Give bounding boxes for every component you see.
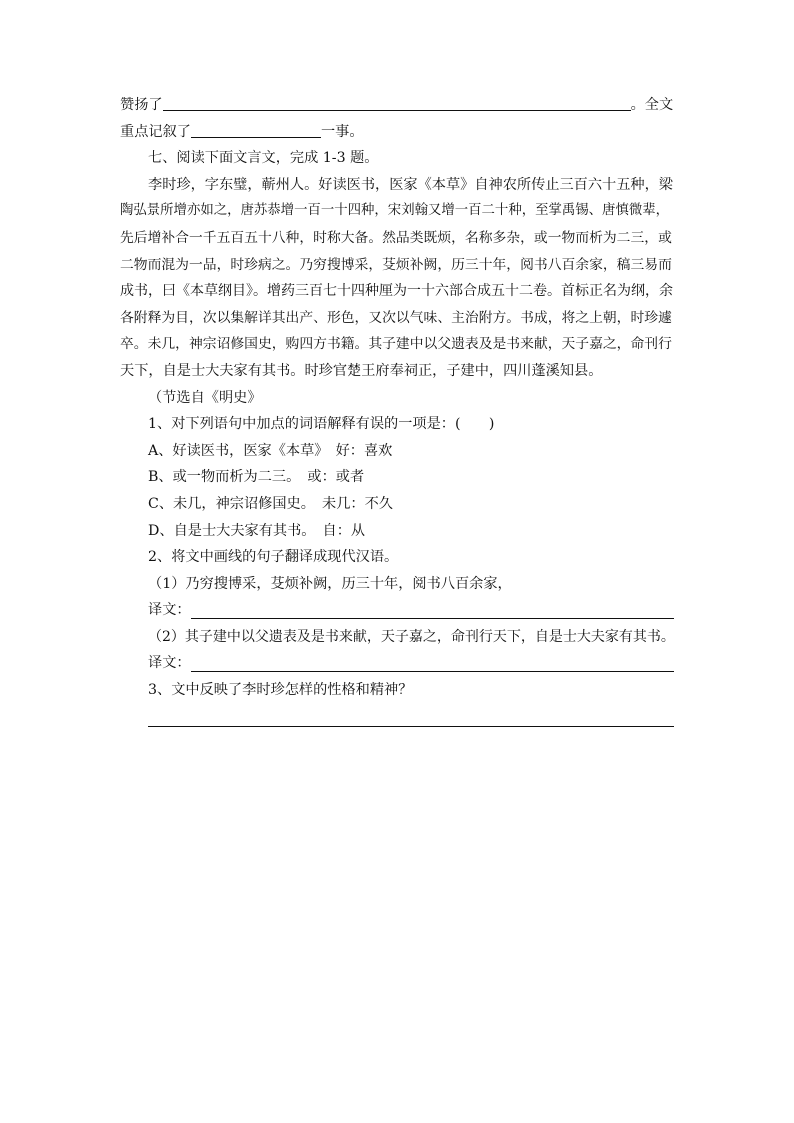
question-1-option-d[interactable]: D、自是士大夫家有其书。 自：从	[148, 522, 366, 539]
passage-line: 成书，曰《本草纲目》。增药三百七十四种厘为一十六部合成五十二卷。首标正名为纲，余	[120, 283, 673, 300]
fill-blank-2[interactable]	[191, 121, 321, 138]
passage-line: 天下，自是士大夫家有其书。时珍官楚王府奉祠正，子建中，四川蓬溪知县。	[120, 362, 603, 379]
question-1-option-c[interactable]: C、未几，神宗诏修国史。 未几：不久	[148, 495, 393, 512]
passage-line: 各附释为目，次以集解详其出产、形色，又次以气味、主治附方。书成，将之上朝，时珍遽	[120, 309, 672, 326]
translation-answer-line-2[interactable]	[191, 653, 674, 672]
section-heading: 七、阅读下面文言文，完成 1-3 题。	[148, 150, 379, 167]
top-line-2-prefix: 重点记叙了	[120, 123, 191, 140]
question-1-option-a[interactable]: A、好读医书，医家《本草》 好：喜欢	[148, 442, 393, 459]
translation-label: 译文：	[148, 602, 191, 619]
question-3-answer-line[interactable]	[148, 704, 674, 727]
top-line-2	[120, 119, 674, 146]
top-line-1	[120, 92, 674, 119]
question-2-answer-1	[120, 597, 674, 624]
top-line-1-prefix: 赞扬了	[120, 97, 163, 113]
passage-line: 陶弘景所增亦如之，唐苏恭增一百一十四种，宋刘翰又增一百二十种，至掌禹锡、唐慎微辈，	[120, 203, 670, 219]
passage-line: 二物而混为一品，时珍病之。乃穷搜博采，芟烦补阙，历三十年，阅书八百余家，稿三易而	[120, 256, 672, 273]
passage-source: （节选自《明史》	[148, 389, 262, 406]
top-line-2-suffix: 一事。	[320, 123, 364, 140]
question-2-stem: 2、将文中画线的句子翻译成现代汉语。	[148, 549, 399, 566]
question-2-sentence-2: （2）其子建中以父遗表及是书来献，天子嘉之，命刊行天下，自是士大夫家有其书。	[148, 628, 675, 645]
passage-line: 卒。未几，神宗诏修国史，购四方书籍。其子建中以父遗表及是书来献，天子嘉之，命刊行	[120, 336, 672, 353]
passage	[120, 172, 674, 385]
document-page	[120, 92, 674, 727]
question-2-sentence-1: （1）乃穷搜博采，芟烦补阙，历三十年，阅书八百余家，	[148, 575, 512, 592]
question-3-stem: 3、文中反映了李时珍怎样的性格和精神？	[148, 682, 413, 699]
fill-blank-1[interactable]	[163, 94, 631, 111]
question-1-option-b[interactable]: B、或一物而析为二三。 或：或者	[148, 469, 365, 486]
translation-label: 译文：	[148, 655, 191, 672]
translation-answer-line-1[interactable]	[191, 600, 674, 619]
question-2-answer-2	[120, 650, 674, 677]
top-line-1-suffix: 。全文	[630, 97, 674, 113]
passage-line: 先后增补合一千五百五十八种，时称大备。然品类既烦，名称多杂，或一物而析为二三，或	[120, 229, 672, 246]
passage-line: 李时珍，字东璧，蕲州人。好读医书，医家《本草》自神农所传止三百六十五种，梁	[148, 176, 673, 193]
question-1-stem: 1、对下列语句中加点的词语解释有误的一项是：( )	[148, 416, 495, 433]
